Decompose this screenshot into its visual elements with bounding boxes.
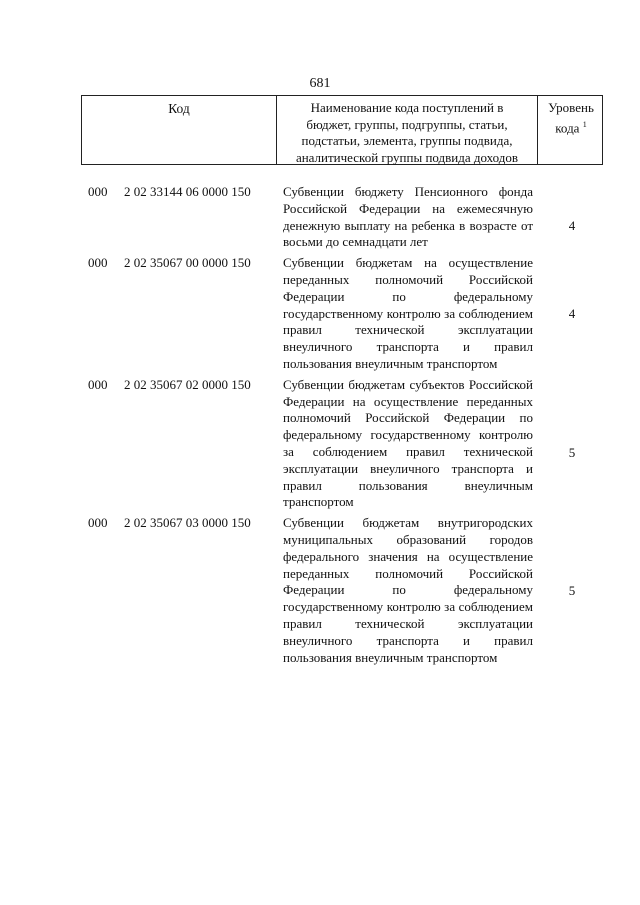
list-item <box>0 377 640 511</box>
income-name: Субвенции бюджетам внутригородских муниципальных образований городов федерального значения на осуществление переданных полномочий Российской Федерации по федеральному государственному контролю за соблюдением правил технической эксплуатации внеуличного транспорта и правил пользования внеуличным транспортом <box>283 515 533 665</box>
income-code: 2 02 35067 00 0000 150 <box>124 255 251 271</box>
table-header <box>81 95 603 165</box>
income-name: Субвенции бюджетам субъектов Российской Федерации на осуществление переданных полномочий Российской Федерации по федеральному государственному контролю за соблюдением правил технической эксплуатации внеуличного транспорта и правил пользования внеуличным транспортом <box>283 376 533 510</box>
footnote-marker: 1 <box>582 119 587 129</box>
header-level-line: Уровень <box>548 100 594 115</box>
admin-code: 000 <box>88 515 108 531</box>
header-name-line: Наименование кода поступлений в <box>310 100 504 115</box>
admin-code: 000 <box>88 376 108 392</box>
page-number: 681 <box>309 76 331 91</box>
code-level: 5 <box>568 583 576 599</box>
income-code: 2 02 35067 02 0000 150 <box>124 376 251 392</box>
header-name-line: бюджет, группы, подгруппы, статьи, <box>306 116 508 132</box>
header-name-line: подстатьи, элемента, группы подвида, <box>301 133 513 148</box>
code-level: 5 <box>568 444 576 460</box>
header-level-line <box>538 117 604 137</box>
code-level: 4 <box>568 218 576 233</box>
header-name <box>277 100 537 166</box>
list-item <box>0 255 640 373</box>
header-level-word: кода <box>555 119 580 135</box>
list-item <box>0 515 640 666</box>
income-name: Субвенции бюджету Пенсионного фонда Российской Федерации на ежемесячную денежную выплату на ребенка в возрасте от восьми до семнадцати лет <box>283 184 533 250</box>
income-code: 2 02 33144 06 0000 150 <box>124 184 251 199</box>
income-code: 2 02 35067 03 0000 150 <box>124 515 251 531</box>
admin-code: 000 <box>88 184 108 199</box>
admin-code: 000 <box>88 255 108 271</box>
income-name: Субвенции бюджетам на осуществление переданных полномочий Российской Федерации по федеральному государственному контролю за соблюдением правил технической эксплуатации внеуличного транспорта и правил пользования внеуличным транспортом <box>283 255 533 371</box>
list-item <box>0 184 640 251</box>
income-codes-list <box>0 184 640 666</box>
header-level <box>538 100 604 136</box>
code-level: 4 <box>568 306 576 322</box>
header-code: Код <box>168 101 190 116</box>
header-name-line: аналитической группы подвида доходов <box>295 149 519 165</box>
